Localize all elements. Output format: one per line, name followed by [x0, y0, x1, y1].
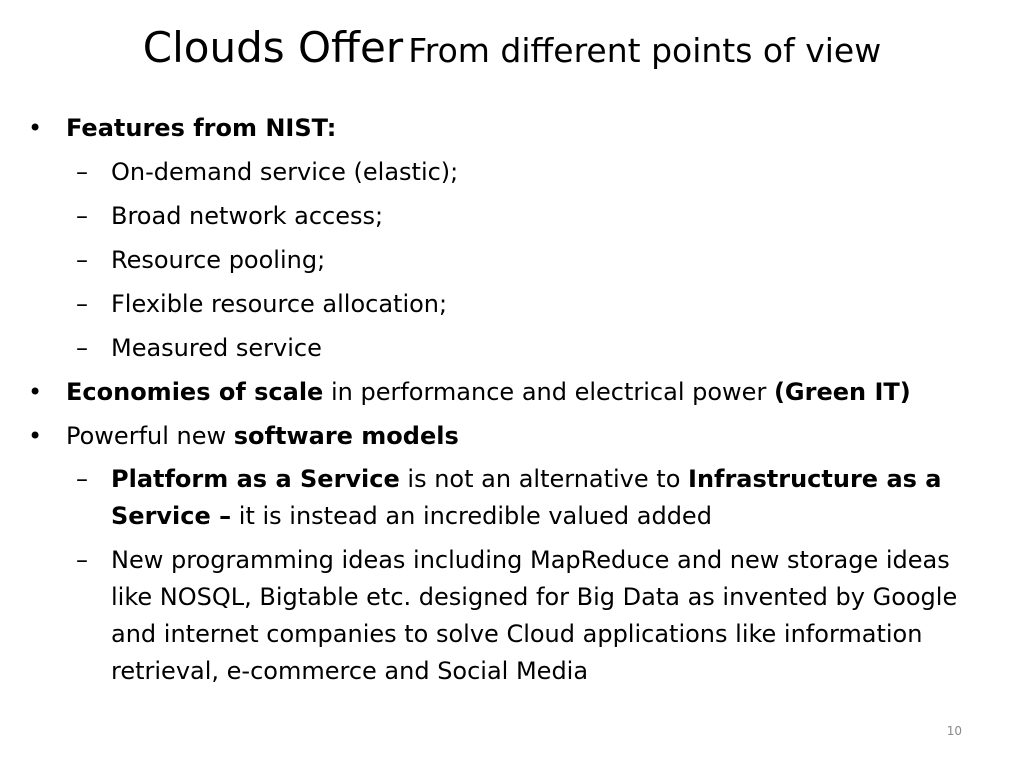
sub-bullet-text: Measured service — [111, 334, 322, 362]
sub-bullet-resource-pooling — [28, 238, 998, 282]
bullet-text: in performance and electrical power — [323, 378, 774, 406]
page-number: 10 — [946, 724, 962, 738]
sub-bullet-text: Resource pooling; — [111, 246, 326, 274]
bullet-marker: • — [28, 114, 43, 142]
dash-marker: – — [76, 158, 88, 186]
paas-tail-text: it is instead an incredible valued added — [231, 502, 712, 530]
sub-bullet-programming-ideas — [28, 539, 998, 694]
sub-bullet-network-access — [28, 194, 998, 238]
sub-bullet-on-demand — [28, 150, 998, 194]
bullet-label: Features from NIST: — [66, 114, 337, 142]
bullet-economies-of-scale — [28, 370, 998, 414]
dash-marker: – — [76, 246, 88, 274]
bullet-software-models — [28, 414, 998, 458]
title-subtitle: From different points of view — [408, 31, 882, 70]
paas-text: is not an alternative to — [399, 465, 689, 493]
sub-bullet-text: New programming ideas including MapReduce and new storage ideas like NOSQL, Bigtable etc. designed for Big Data as invented by Google and internet companies to solve Cloud applications like information retrieval, e-commerce and Social Media — [111, 546, 958, 685]
bullet-bold-tail: (Green IT) — [773, 378, 911, 406]
sub-bullet-text: Broad network access; — [111, 202, 384, 230]
bullet-list — [28, 106, 998, 694]
title-main: Clouds Offer — [142, 23, 404, 72]
bullet-features-nist — [28, 106, 998, 150]
bullet-bold: software models — [233, 422, 459, 450]
sub-bullet-flexible-allocation — [28, 282, 998, 326]
dash-marker: – — [76, 334, 88, 362]
bullet-bold-lead: Economies of scale — [66, 378, 324, 406]
dash-marker: – — [76, 290, 88, 318]
bullet-marker: • — [28, 422, 43, 450]
sub-bullet-text: On-demand service (elastic); — [111, 158, 459, 186]
bullet-text: Powerful new — [66, 422, 234, 450]
bullet-marker: • — [28, 378, 43, 406]
sub-bullet-measured-service — [28, 326, 998, 370]
dash-marker: – — [76, 465, 88, 493]
dash-marker: – — [76, 546, 88, 574]
iaas-bold: Infrastructure as a Service – — [111, 465, 942, 530]
sub-bullet-text: Flexible resource allocation; — [111, 290, 448, 318]
slide-title — [0, 18, 1024, 87]
paas-bold: Platform as a Service — [111, 465, 400, 493]
sub-bullet-paas — [28, 458, 998, 539]
dash-marker: – — [76, 202, 88, 230]
